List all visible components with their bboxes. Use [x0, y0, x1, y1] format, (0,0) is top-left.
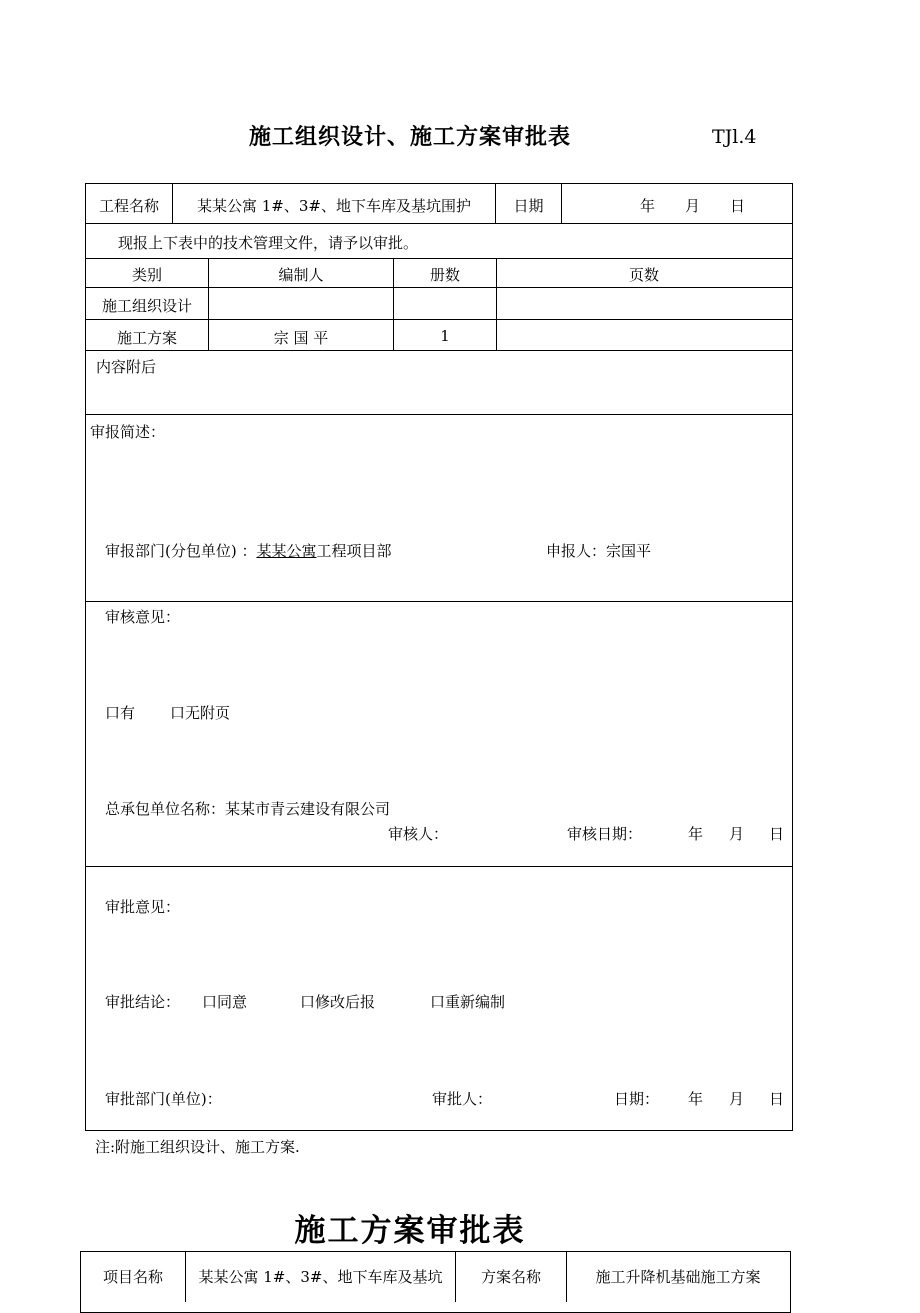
- review-opinion-label: 审核意见：: [105, 608, 181, 626]
- col-divider: [561, 183, 562, 223]
- second-project-value: 某某公寓 1#、3#、地下车库及基坑: [198, 1268, 443, 1286]
- approval-dept-label: 审批部门(单位)：: [105, 1090, 222, 1108]
- submission-dept: [105, 540, 392, 561]
- table-row-cell: 施工方案: [116, 329, 177, 347]
- approval-month: 月: [729, 1090, 745, 1108]
- second-project-label: 项目名称: [102, 1268, 163, 1286]
- row-divider: [85, 601, 792, 602]
- row-divider: [85, 223, 792, 224]
- approval-date-label: 日期：: [614, 1090, 660, 1108]
- project-name-label: 工程名称: [98, 197, 159, 215]
- review-year: 年: [688, 825, 704, 843]
- project-name-value: 某某公寓 1#、3#、地下车库及基坑围护: [197, 197, 471, 215]
- submission-dept-name: 某某公寓: [256, 542, 317, 560]
- submission-summary-label: 审报简述：: [90, 423, 166, 441]
- footnote: 注:附施工组织设计、施工方案.: [95, 1138, 300, 1156]
- submission-dept-rest: 工程项目部: [316, 542, 392, 560]
- table-row-cell: 施工组织设计: [101, 297, 192, 315]
- row-divider: [85, 414, 792, 415]
- second-form-title: 施工方案审批表: [294, 1213, 526, 1249]
- approval-opinion-label: 审批意见：: [105, 898, 181, 916]
- general-contractor: 总承包单位名称：某某市青云建设有限公司: [105, 800, 391, 818]
- row-divider: [85, 866, 792, 867]
- page-title: 施工组织设计、施工方案审批表: [248, 124, 571, 150]
- checkbox-no-attachment[interactable]: 口无附页: [170, 704, 231, 722]
- approver-label: 审批人：: [432, 1090, 493, 1108]
- approval-conclusion-label: 审批结论：: [105, 993, 181, 1011]
- date-value: 年 月 日: [640, 197, 746, 215]
- row-divider: [85, 258, 792, 259]
- date-label: 日期: [513, 197, 544, 215]
- submission-dept-label: 审报部门(分包单位) ：: [105, 542, 257, 560]
- row-divider: [85, 319, 792, 320]
- header-author: 编制人: [278, 266, 324, 284]
- reviewer-label: 审核人：: [388, 825, 449, 843]
- second-plan-label: 方案名称: [480, 1268, 541, 1286]
- checkbox-agree[interactable]: 口同意: [202, 993, 248, 1011]
- attachment-note: 内容附后: [96, 358, 157, 376]
- checkbox-modify[interactable]: 口修改后报: [300, 993, 376, 1011]
- checkbox-redo[interactable]: 口重新编制: [430, 993, 506, 1011]
- submitter: 申报人：宗国平: [546, 542, 652, 560]
- checkbox-has-attachment[interactable]: 口有: [105, 704, 136, 722]
- second-plan-value: 施工升降机基础施工方案: [595, 1268, 761, 1286]
- row-divider: [85, 350, 792, 351]
- approval-year: 年: [688, 1090, 704, 1108]
- header-volumes: 册数: [429, 266, 460, 284]
- intro-text: 现报上下表中的技术管理文件，请予以审批。: [118, 234, 419, 252]
- row-divider: [85, 287, 792, 288]
- approval-day: 日: [769, 1090, 785, 1108]
- approval-form-table: [85, 183, 793, 1131]
- form-code: TJl.4: [712, 126, 757, 148]
- table-row-cell: 1: [440, 327, 450, 345]
- review-date-label: 审核日期：: [567, 825, 643, 843]
- review-month: 月: [729, 825, 745, 843]
- review-day: 日: [769, 825, 785, 843]
- header-category: 类别: [131, 266, 162, 284]
- header-pages: 页数: [628, 266, 659, 284]
- table-row-cell: 宗 国 平: [273, 329, 329, 347]
